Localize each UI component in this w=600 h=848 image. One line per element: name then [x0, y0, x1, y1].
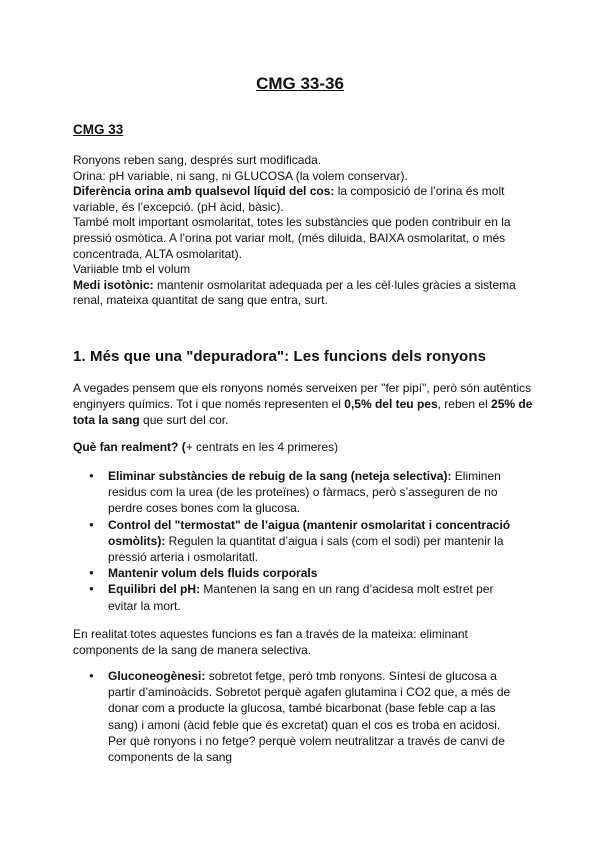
document-title: CMG 33-36 — [256, 74, 344, 93]
list-item-text: Mantenen la sang en un rang d’acidesa molt estret per evitar la mort. — [108, 582, 494, 613]
note-line: Ronyons reben sang, després surt modificada. — [73, 153, 322, 167]
list-item-bold: Mantenir volum dels fluids corporals — [108, 566, 318, 581]
intro-text: que surt del cor. — [139, 413, 229, 428]
note-line: També molt important osmolaritat, totes les substàncies que poden contribuir en la pressió osmòtica. A l’orina pot variar molt, (més diluida, BAIXA osmolaritat, o més concentrada, ALTA osmolaritat). — [73, 215, 511, 261]
intro-text: , reben el — [437, 397, 492, 412]
list-item — [89, 581, 519, 613]
list-item — [89, 668, 519, 765]
intro-paragraph — [73, 380, 533, 429]
list-item — [89, 565, 519, 581]
list-item-bold: Eliminar substàncies de rebuig de la sang (neteja selectiva): — [108, 469, 452, 483]
list-item-text: sobretot fetge, però tmb ronyons. Síntesi de glucosa a partir d’aminoàcids. Sobretot perquè agafen glutamina i CO2 que, a més de donar com a producte la glucosa, també bicarbonat (base feble cap a las sang) i amoni (àcid feble que és excretat) quan el cos es troba en acidosi. Per què ronyons i no fetge? perquè volem neutralitzar a través de canvi de components de la sang — [108, 669, 511, 765]
note-text: mantenir osmolaritat adequada per a les cèl·lules gràcies a sistema renal, mateixa quantitat de sang que entra, surt. — [73, 277, 516, 308]
question-line — [73, 439, 533, 455]
reality-paragraph: En realitat totes aquestes funcions es fan a través de la mateixa: eliminant components de la sang de manera selectiva. — [73, 627, 468, 658]
list-item-bold: Control del "termostat" de l’aigua (mantenir osmolaritat i concentració osmòlits): — [108, 517, 511, 548]
note-bold-term: Diferència orina amb qualsevol líquid del cos: — [73, 184, 335, 199]
functions-list — [89, 468, 519, 614]
intro-text: A vegades pensem que els ronyons només serveixen per "fer pipí", però són autèntics enginyers químics. Tot i que només representen el — [73, 381, 532, 412]
list-item-bold: Gluconeogènesi: — [108, 669, 206, 683]
note-line — [73, 278, 533, 309]
intro-bold: 0,5% del teu pes — [344, 397, 438, 412]
list-item-text: Eliminen residus com la urea (de les proteïnes) o fàrmacs, però s’asseguren de no perdre coses bones com la glucosa. — [108, 469, 501, 516]
note-line: Variiable tmb el volum — [73, 262, 191, 277]
note-bold-term: Medi isotònic: — [73, 277, 154, 292]
cmg33-notes — [73, 153, 533, 309]
note-line — [73, 184, 533, 215]
section-heading-functions: 1. Més que una "depuradora": Les funcions dels ronyons — [73, 348, 487, 365]
section-heading-cmg33: CMG 33 — [73, 122, 124, 137]
note-text: la composició de l’orina és molt variable, és l’excepció. (pH àcid, bàsic). — [73, 184, 505, 214]
list-item-bold: Equilibri del pH: — [108, 582, 200, 597]
intro-bold: 25% de tota la sang — [73, 397, 533, 428]
gluconeogenesis-list — [89, 668, 519, 765]
question-text: + centrats en les 4 primeres) — [185, 440, 339, 454]
note-line: Orina: pH variable, ni sang, ni GLUCOSA (la volem conservar). — [73, 168, 408, 183]
list-item — [89, 468, 519, 517]
question-bold: Què fan realment? ( — [73, 440, 186, 454]
list-item-text: Regulen la quantitat d’aigua i sals (com el sodi) per mantenir la pressió arteria i osmolaritatl. — [108, 533, 504, 565]
list-item — [89, 517, 519, 566]
